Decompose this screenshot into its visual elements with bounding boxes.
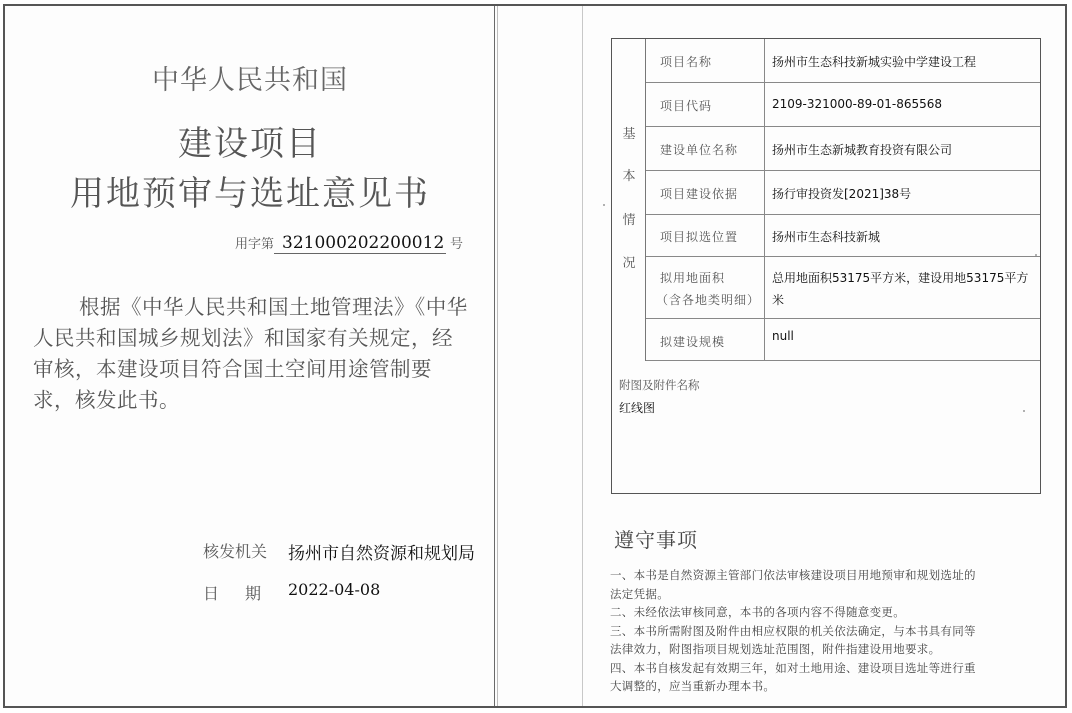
row-label: 项目代码 xyxy=(660,99,713,113)
country-name: 中华人民共和国 xyxy=(152,65,348,96)
row-value: 扬州市生态科技新城实验中学建设工程 xyxy=(772,55,977,69)
row-label-cell xyxy=(646,215,765,256)
row-label: 建设单位名称 xyxy=(660,143,739,157)
section-label-char: 情 xyxy=(622,213,636,228)
row-value: 总用地面积53175平方米，建设用地53175平方 xyxy=(772,271,1029,285)
section-label-char: 基 xyxy=(622,127,636,142)
table-row xyxy=(646,171,1040,215)
row-label-cell xyxy=(646,127,765,170)
document-frame xyxy=(3,4,1067,708)
document-title-line2: 用地预审与选址意见书 xyxy=(70,174,430,214)
row-label-cell xyxy=(646,319,765,360)
rule-line: 一、本书是自然资源主管部门依法审核建设项目用地预审和规划选址的 xyxy=(610,568,976,582)
rule-line: 四、本书自核发起有效期三年，如对土地用途、建设项目选址等进行重 xyxy=(610,660,976,675)
document-number xyxy=(235,233,480,254)
rule-line: 法定凭据。 xyxy=(610,586,669,601)
row-label-cell xyxy=(646,171,765,214)
row-label-cell xyxy=(646,257,765,318)
basic-info-table xyxy=(611,38,1041,494)
table-row xyxy=(646,319,1040,361)
row-label-note: （含各地类明细） xyxy=(656,293,761,307)
row-label-cell xyxy=(646,39,765,82)
row-label: 项目建设依据 xyxy=(660,187,739,201)
document-number-value: 321000202200012 xyxy=(274,233,446,254)
rules-title: 遵守事项 xyxy=(614,528,698,552)
scan-speck xyxy=(603,204,605,206)
rule-item xyxy=(610,659,1050,696)
row-label: 拟建设规模 xyxy=(660,335,726,349)
rule-line: 二、未经依法审核同意，本书的各项内容不得随意变更。 xyxy=(610,605,905,619)
row-label: 项目名称 xyxy=(660,55,713,69)
attachment-value: 红线图 xyxy=(619,401,656,415)
issuer-value: 扬州市自然资源和规划局 xyxy=(288,544,475,564)
page-fold-line xyxy=(494,6,495,706)
row-label-cell xyxy=(646,83,765,126)
row-value: 2109-321000-89-01-865568 xyxy=(772,97,943,111)
row-value: 扬州市生态科技新城 xyxy=(772,230,881,244)
table-row xyxy=(646,127,1040,171)
row-value: 扬州市生态新城教育投资有限公司 xyxy=(772,143,953,157)
row-label: 项目拟选位置 xyxy=(660,230,739,244)
rule-item xyxy=(610,566,1050,603)
document-title-line1: 建设项目 xyxy=(178,124,322,164)
page-fold-line xyxy=(582,6,583,706)
section-label-char: 本 xyxy=(622,169,636,184)
document-number-prefix: 用字第 xyxy=(235,237,275,252)
date-label: 日期 xyxy=(203,584,288,603)
row-value-continued: 米 xyxy=(772,293,785,307)
rule-line: 法律效力，附图指项目规划选址范围图，附件指建设用地要求。 xyxy=(610,642,941,656)
left-page xyxy=(5,6,495,706)
rule-item xyxy=(610,622,1050,659)
row-value: 扬行审投资发[2021]38号 xyxy=(772,187,912,201)
rule-line: 三、本书所需附图及附件由相应权限的机关依法确定，与本书具有同等 xyxy=(610,623,976,638)
rule-line: 大调整的，应当重新办理本书。 xyxy=(610,679,776,693)
basic-info-section-label xyxy=(612,39,646,361)
table-row xyxy=(646,83,1040,127)
scan-speck xyxy=(1035,254,1037,256)
table-row xyxy=(646,39,1040,83)
scan-speck xyxy=(1023,410,1025,412)
page-fold-line xyxy=(497,6,498,706)
document-number-suffix: 号 xyxy=(450,237,464,252)
table-row xyxy=(646,215,1040,257)
legal-basis-paragraph: 根据《中华人民共和国土地管理法》《中华人民共和国城乡规划法》和国家有关规定，经审核，本建设项目符合国土空间用途管制要求，核发此书。 xyxy=(33,295,468,412)
row-value: null xyxy=(772,329,794,343)
table-row xyxy=(646,257,1040,319)
issuer-label: 核发机关 xyxy=(203,542,268,561)
row-label: 拟用地面积 xyxy=(660,271,726,285)
section-label-char: 况 xyxy=(622,256,636,271)
date-value: 2022-04-08 xyxy=(288,580,381,599)
rules-list xyxy=(610,566,1050,696)
rule-item xyxy=(610,603,1050,622)
attachment-label: 附图及附件名称 xyxy=(619,378,700,392)
